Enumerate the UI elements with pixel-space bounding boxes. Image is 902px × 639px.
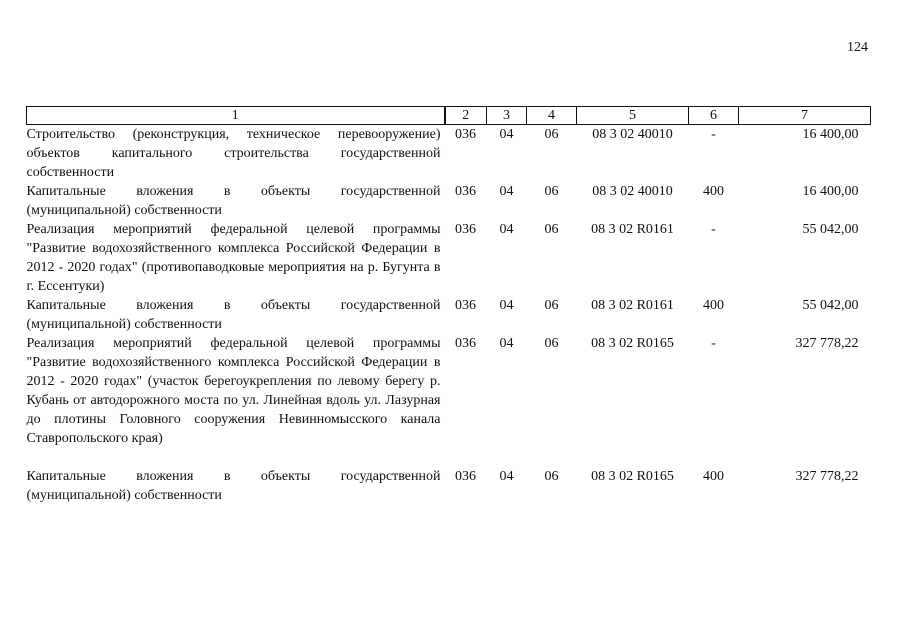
row-section-code: 04 xyxy=(499,336,514,351)
row-amount: 55 042,00 xyxy=(802,298,859,313)
table-row xyxy=(27,467,871,505)
row-expense-type: - xyxy=(711,222,716,237)
row-subsection-code: 06 xyxy=(544,127,559,142)
row-amount: 327 778,22 xyxy=(795,469,859,484)
table-row xyxy=(27,220,871,296)
row-ministry-code: 036 xyxy=(455,184,476,199)
row-target-code: 08 3 02 R0161 xyxy=(591,222,674,237)
row-subsection-code: 06 xyxy=(544,298,559,313)
row-section-code: 04 xyxy=(499,222,514,237)
page-number: 124 xyxy=(847,40,868,55)
row-ministry-code: 036 xyxy=(455,127,476,142)
row-target-code: 08 3 02 R0165 xyxy=(591,336,674,351)
row-subsection-code: 06 xyxy=(544,222,559,237)
row-ministry-code: 036 xyxy=(455,336,476,351)
table-row xyxy=(27,125,871,183)
row-section-code: 04 xyxy=(499,127,514,142)
column-header-3: 3 xyxy=(487,107,527,125)
row-section-code: 04 xyxy=(499,298,514,313)
row-section-code: 04 xyxy=(499,469,514,484)
row-name: Реализация мероприятий федеральной целевой программы "Развитие водохозяйственного комплекса Российской Федерации в 2012 - 2020 годах" (противопаводковые мероприятия на р. Бугунта в г. Ессентуки) xyxy=(26,222,441,294)
row-target-code: 08 3 02 R0161 xyxy=(591,298,674,313)
row-expense-type: - xyxy=(711,336,716,351)
row-name: Реализация мероприятий федеральной целевой программы "Развитие водохозяйственного комплекса Российской Федерации в 2012 - 2020 годах" (участок берегоукрепления по левому берегу р. Кубань от автодорожного моста по ул. Линейная вдоль ул. Лазурная до плотины Головного сооружения Невинномысского канала Ставропольского края) xyxy=(26,336,441,446)
table-row xyxy=(27,296,871,334)
row-spacer xyxy=(27,448,871,467)
row-name: Строительство (реконструкция, техническое перевооружение) объектов капитального строительства государственной собственности xyxy=(26,127,441,180)
row-amount: 327 778,22 xyxy=(795,336,859,351)
row-target-code: 08 3 02 40010 xyxy=(592,127,673,142)
table-header-row xyxy=(27,107,871,125)
row-name: Капитальные вложения в объекты государственной (муниципальной) собственности xyxy=(26,469,441,503)
row-name: Капитальные вложения в объекты государственной (муниципальной) собственности xyxy=(26,298,441,332)
column-header-5: 5 xyxy=(577,107,689,125)
row-expense-type: 400 xyxy=(703,469,724,484)
row-expense-type: 400 xyxy=(703,298,724,313)
column-header-6: 6 xyxy=(689,107,739,125)
table-row xyxy=(27,182,871,220)
row-target-code: 08 3 02 40010 xyxy=(592,184,673,199)
row-subsection-code: 06 xyxy=(544,336,559,351)
row-ministry-code: 036 xyxy=(455,298,476,313)
table-row xyxy=(27,334,871,448)
row-amount: 16 400,00 xyxy=(802,184,859,199)
row-amount: 16 400,00 xyxy=(802,127,859,142)
row-target-code: 08 3 02 R0165 xyxy=(591,469,674,484)
row-ministry-code: 036 xyxy=(455,222,476,237)
budget-table xyxy=(26,106,871,505)
column-header-7: 7 xyxy=(739,107,871,125)
column-header-4: 4 xyxy=(527,107,577,125)
row-section-code: 04 xyxy=(499,184,514,199)
row-expense-type: 400 xyxy=(703,184,724,199)
column-header-2: 2 xyxy=(445,107,487,125)
row-expense-type: - xyxy=(711,127,716,142)
column-header-1: 1 xyxy=(27,107,445,125)
row-ministry-code: 036 xyxy=(455,469,476,484)
row-name: Капитальные вложения в объекты государственной (муниципальной) собственности xyxy=(26,184,441,218)
row-subsection-code: 06 xyxy=(544,184,559,199)
row-amount: 55 042,00 xyxy=(802,222,859,237)
row-subsection-code: 06 xyxy=(544,469,559,484)
